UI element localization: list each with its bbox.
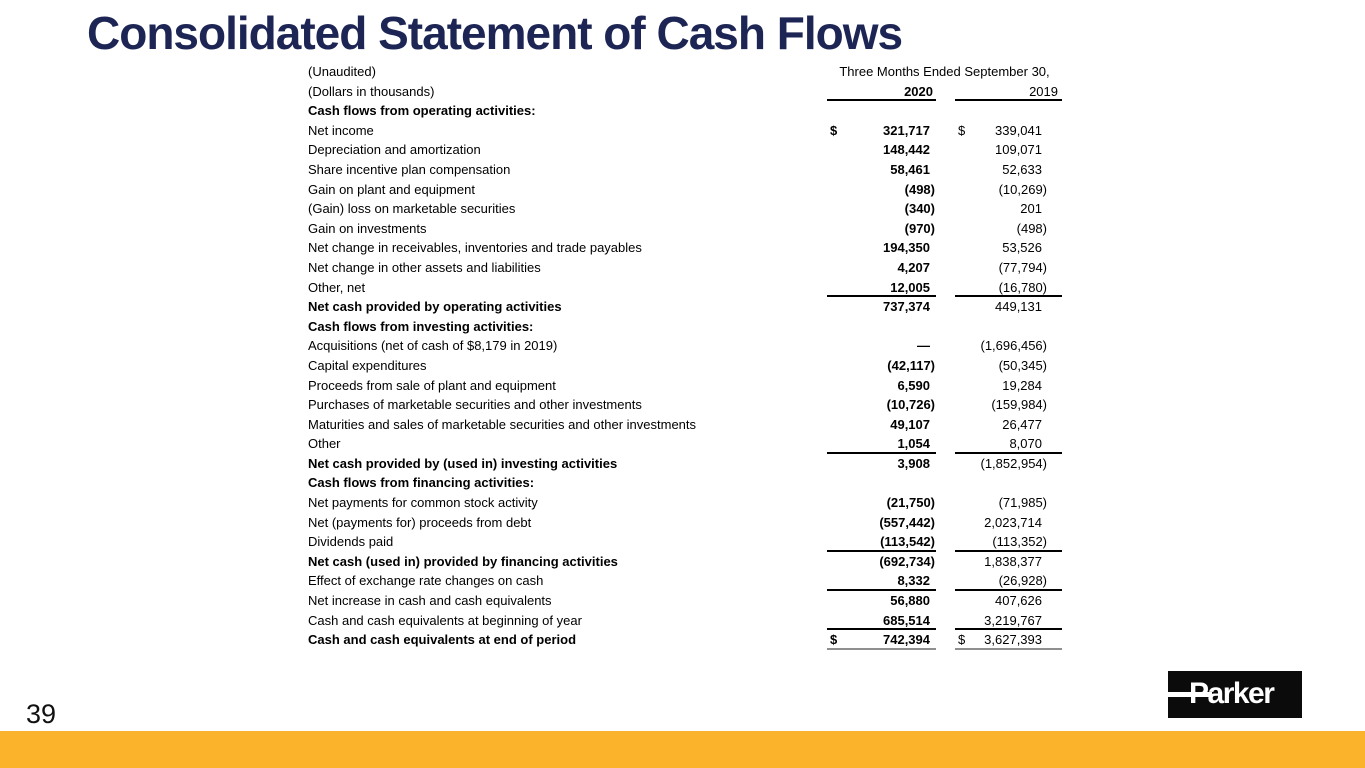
- value-2020: 1,054: [827, 434, 936, 454]
- table-row: [308, 376, 1062, 396]
- table-meta-row: [308, 62, 1062, 82]
- value-2020: 56,880: [890, 593, 930, 609]
- table-row: [308, 611, 1062, 631]
- parker-logo-text: Parker: [1189, 677, 1274, 710]
- value-2019: (1,696,456): [980, 338, 1047, 354]
- value-2020: $ 321,717: [827, 121, 936, 141]
- value-2019: $ 3,627,393: [955, 630, 1062, 650]
- row-label: Other, net: [308, 279, 366, 295]
- value-2019: (26,928): [955, 571, 1062, 591]
- table-row: [308, 160, 1062, 180]
- value-2019: 1,838,377: [984, 553, 1042, 569]
- value-2019: (113,352): [955, 532, 1062, 552]
- page-number: 39: [26, 699, 57, 729]
- value-2019: 52,633: [1002, 161, 1042, 177]
- row-label: Cash and cash equivalents at beginning of year: [308, 612, 582, 628]
- row-label: (Gain) loss on marketable securities: [308, 201, 516, 217]
- table-row: [308, 317, 1062, 337]
- row-label: Net cash provided by (used in) investing activities: [308, 455, 618, 471]
- value-2020: 58,461: [890, 161, 930, 177]
- table-row: [308, 591, 1062, 611]
- row-label: Net increase in cash and cash equivalents: [308, 593, 552, 609]
- table-row: [308, 493, 1062, 513]
- dollar-sign: $: [830, 122, 838, 138]
- row-label: Maturities and sales of marketable securities and other investments: [308, 416, 697, 432]
- value-2019: 2,023,714: [984, 514, 1042, 530]
- value-2020: 685,514: [827, 611, 936, 631]
- page-title: Consolidated Statement of Cash Flows: [87, 7, 903, 59]
- value-2019: (50,345): [998, 357, 1047, 373]
- value-2020: (340): [904, 201, 935, 217]
- row-label: Other: [308, 436, 341, 452]
- table-row: [308, 336, 1062, 356]
- value-2020: (113,542): [827, 532, 936, 552]
- value-2020: (498): [904, 181, 935, 197]
- value-2019: 407,626: [995, 593, 1042, 609]
- value-2019: 8,070: [955, 434, 1062, 454]
- value-2019: (1,852,954): [980, 455, 1047, 471]
- value-2019: 53,526: [1002, 240, 1042, 256]
- value-2019: 201: [1020, 201, 1042, 217]
- table-body: [308, 101, 1062, 650]
- row-label: Net (payments for) proceeds from debt: [308, 514, 532, 530]
- row-label: Depreciation and amortization: [308, 142, 481, 158]
- table-row: [308, 121, 1062, 141]
- table-row: [308, 630, 1062, 650]
- table-row: [308, 513, 1062, 533]
- row-label: Cash flows from investing activities:: [308, 318, 534, 334]
- value-2020: 4,207: [897, 259, 930, 275]
- value-2020: 12,005: [827, 278, 936, 298]
- table-row: [308, 454, 1062, 474]
- row-label: Share incentive plan compensation: [308, 161, 511, 177]
- table-row: [308, 101, 1062, 121]
- row-label: Purchases of marketable securities and other investments: [308, 397, 642, 413]
- value-2020: (970): [904, 220, 935, 236]
- value-2020: $ 742,394: [827, 630, 936, 650]
- row-label: Cash and cash equivalents at end of period: [308, 632, 577, 648]
- row-label: Net change in receivables, inventories and trade payables: [308, 240, 642, 256]
- table-row: [308, 395, 1062, 415]
- table-row: [308, 571, 1062, 591]
- row-label: Net cash (used in) provided by financing activities: [308, 553, 618, 569]
- value-2019: (10,269): [998, 181, 1047, 197]
- value-2020: (42,117): [887, 357, 935, 373]
- column-header-2020: 2020: [827, 82, 936, 102]
- value-2020: 194,350: [883, 240, 930, 256]
- value-2020: (692,734): [879, 553, 935, 569]
- table-row: [308, 140, 1062, 160]
- table-row: [308, 415, 1062, 435]
- table-row: [308, 278, 1062, 298]
- value-2020: 148,442: [883, 142, 930, 158]
- value-2020: (557,442): [879, 514, 935, 530]
- value-2019: (77,794): [998, 259, 1047, 275]
- dollar-sign: $: [958, 632, 966, 648]
- value-2020: 49,107: [890, 416, 930, 432]
- table-row: [308, 258, 1062, 278]
- table-row: [308, 238, 1062, 258]
- value-2019: (16,780): [955, 278, 1062, 298]
- table-row: [308, 532, 1062, 552]
- table-row: [308, 434, 1062, 454]
- value-2019: 449,131: [995, 299, 1042, 315]
- table-row: [308, 356, 1062, 376]
- cash-flow-table: [308, 62, 1062, 650]
- value-2019: $ 339,041: [955, 121, 1062, 141]
- value-2020: 8,332: [827, 571, 936, 591]
- value-2020: —: [917, 338, 930, 354]
- accent-bar: [0, 731, 1365, 768]
- row-label: Dividends paid: [308, 534, 394, 550]
- value-2019: 3,219,767: [955, 611, 1062, 631]
- value-2019: 19,284: [1002, 377, 1042, 393]
- value-2019: (71,985): [998, 495, 1047, 511]
- value-2019: 109,071: [995, 142, 1042, 158]
- value-2020: 737,374: [883, 299, 930, 315]
- value-2020: (10,726): [886, 397, 935, 413]
- value-2019: 26,477: [1002, 416, 1042, 432]
- row-label: Gain on investments: [308, 220, 427, 236]
- value-2020: (21,750): [886, 495, 935, 511]
- table-row: [308, 473, 1062, 493]
- row-label: Net payments for common stock activity: [308, 495, 538, 511]
- row-label: Capital expenditures: [308, 357, 427, 373]
- row-label: Proceeds from sale of plant and equipment: [308, 377, 556, 393]
- table-row: [308, 219, 1062, 239]
- row-label: Cash flows from financing activities:: [308, 475, 535, 491]
- row-label: Acquisitions (net of cash of $8,179 in 2019): [308, 338, 558, 354]
- dollar-sign: $: [958, 122, 966, 138]
- row-label: Cash flows from operating activities:: [308, 103, 536, 119]
- row-label: Net cash provided by operating activities: [308, 299, 562, 315]
- value-2020: 3,908: [897, 455, 930, 471]
- row-label: Net change in other assets and liabilities: [308, 259, 541, 275]
- row-label: Net income: [308, 122, 374, 138]
- table-header-row: [308, 82, 1062, 102]
- table-row: [308, 199, 1062, 219]
- table-row: [308, 180, 1062, 200]
- dollars-in-thousands-label: (Dollars in thousands): [308, 83, 435, 99]
- value-2020: 6,590: [897, 377, 930, 393]
- row-label: Effect of exchange rate changes on cash: [308, 573, 544, 589]
- value-2019: (159,984): [991, 397, 1047, 413]
- table-row: [308, 297, 1062, 317]
- column-header-2019: 2019: [955, 82, 1062, 102]
- row-label: Gain on plant and equipment: [308, 181, 475, 197]
- value-2019: (498): [1016, 220, 1047, 236]
- dollar-sign: $: [830, 632, 838, 648]
- parker-logo: [1168, 671, 1302, 718]
- unaudited-label: (Unaudited): [308, 64, 376, 79]
- table-row: [308, 552, 1062, 572]
- period-header: Three Months Ended September 30,: [839, 64, 1050, 79]
